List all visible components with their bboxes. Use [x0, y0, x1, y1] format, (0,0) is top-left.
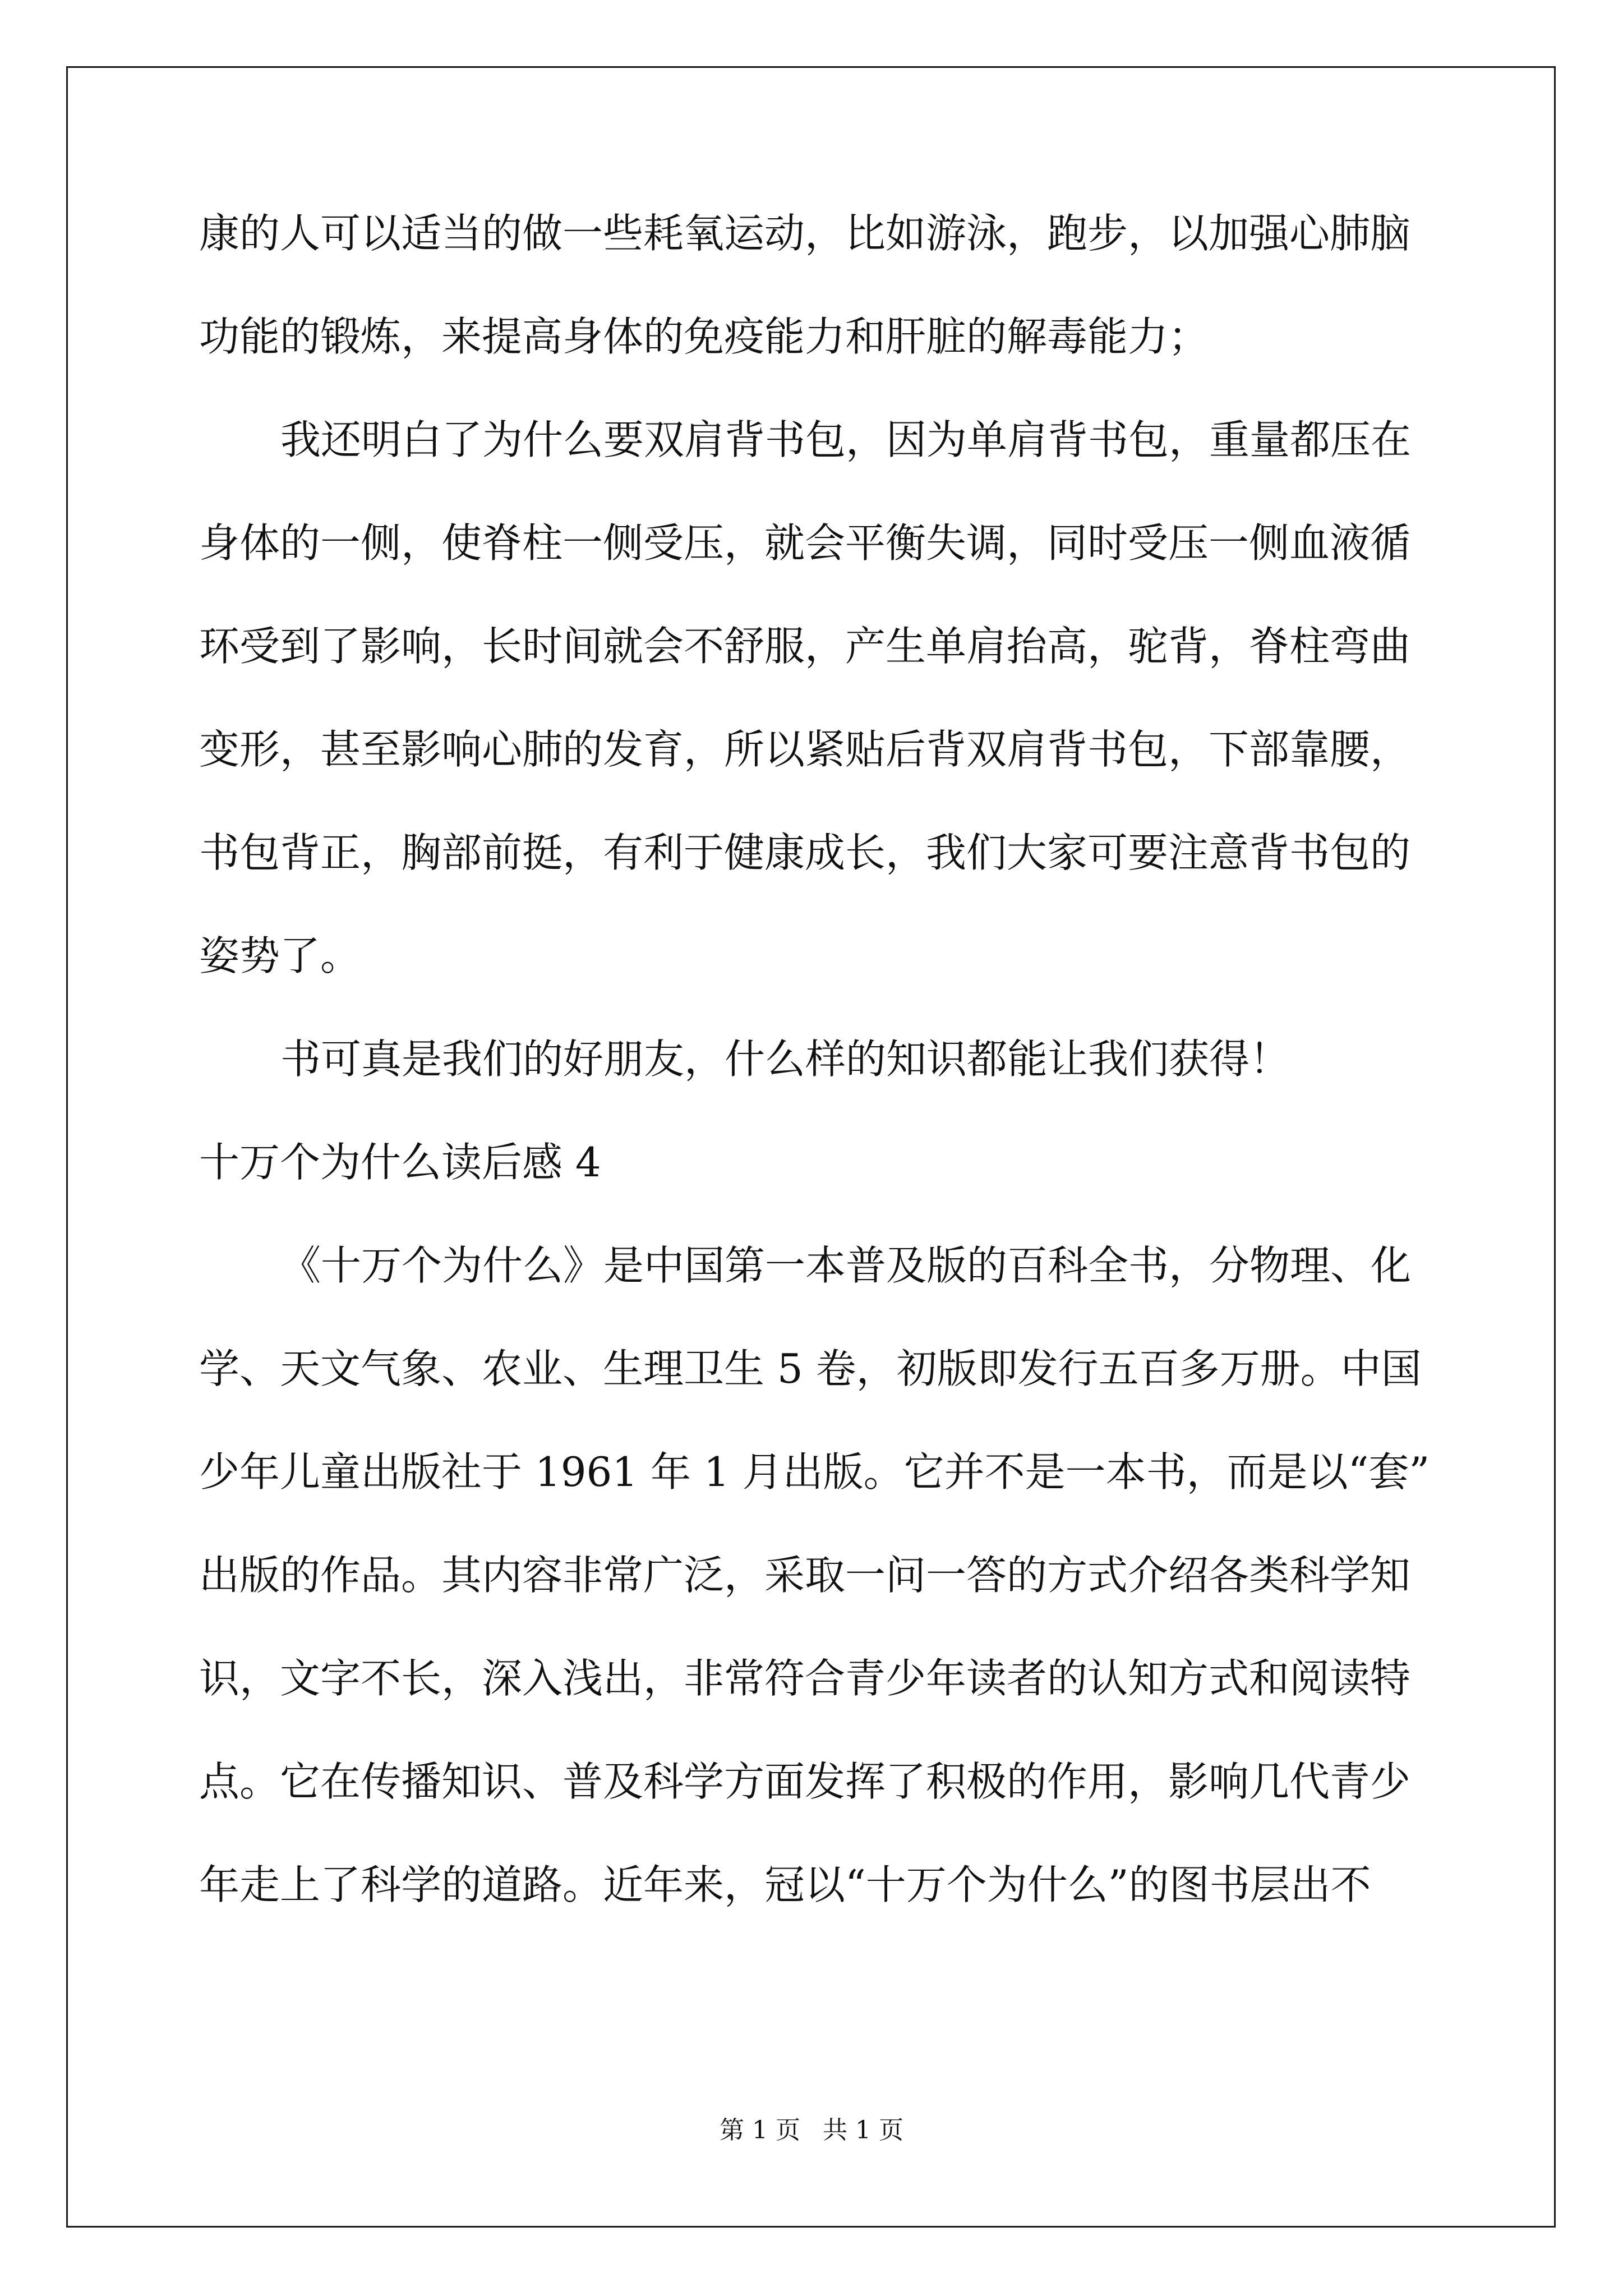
- paragraph-start-line: 《十万个为什么》是中国第一本普及版的百科全书，分物理、化: [280, 1242, 1412, 1289]
- text-line: 康的人可以适当的做一些耗氧运动，比如游泳，跑步，以加强心肺脑: [199, 210, 1411, 257]
- text-line: 少年儿童出版社于 1961 年 1 月出版。它并不是一本书，而是以“套”: [199, 1448, 1430, 1496]
- text-line: 学、天文气象、农业、生理卫生 5 卷，初版即发行五百多万册。中国: [199, 1345, 1422, 1392]
- text-line: 年走上了科学的道路。近年来，冠以“十万个为什么”的图书层出不: [199, 1861, 1371, 1908]
- text-line: 点。它在传播知识、普及科学方面发挥了积极的作用，影响几代青少: [199, 1758, 1411, 1805]
- text-line: 书包背正，胸部前挺，有利于健康成长，我们大家可要注意背书包的: [199, 829, 1411, 876]
- text-line: 识，文字不长，深入浅出，非常符合青少年读者的认知方式和阅读特: [199, 1655, 1411, 1702]
- page-footer: [0, 2116, 1623, 2145]
- text-line: 身体的一侧，使脊柱一侧受压，就会平衡失调，同时受压一侧血液循: [199, 519, 1411, 567]
- text-line: 姿势了。: [199, 932, 361, 979]
- paragraph-start-line: 书可真是我们的好朋友，什么样的知识都能让我们获得！: [280, 1036, 1290, 1083]
- section-heading: 十万个为什么读后感 4: [199, 1139, 601, 1186]
- text-line: 变形，甚至影响心肺的发育，所以紧贴后背双肩背书包，下部靠腰，: [199, 726, 1411, 773]
- paragraph-start-line: 我还明白了为什么要双肩背书包，因为单肩背书包，重量都压在: [280, 416, 1412, 463]
- text-line: 功能的锻炼，来提高身体的免疫能力和肝脏的解毒能力；: [199, 313, 1209, 360]
- page-number: 第 1 页: [720, 2116, 800, 2145]
- document-body: [199, 210, 1430, 1968]
- page-total: 共 1 页: [823, 2116, 903, 2145]
- text-line: 出版的作品。其内容非常广泛，采取一问一答的方式介绍各类科学知: [199, 1552, 1411, 1599]
- text-line: 环受到了影响，长时间就会不舒服，产生单肩抬高，驼背，脊柱弯曲: [199, 623, 1411, 670]
